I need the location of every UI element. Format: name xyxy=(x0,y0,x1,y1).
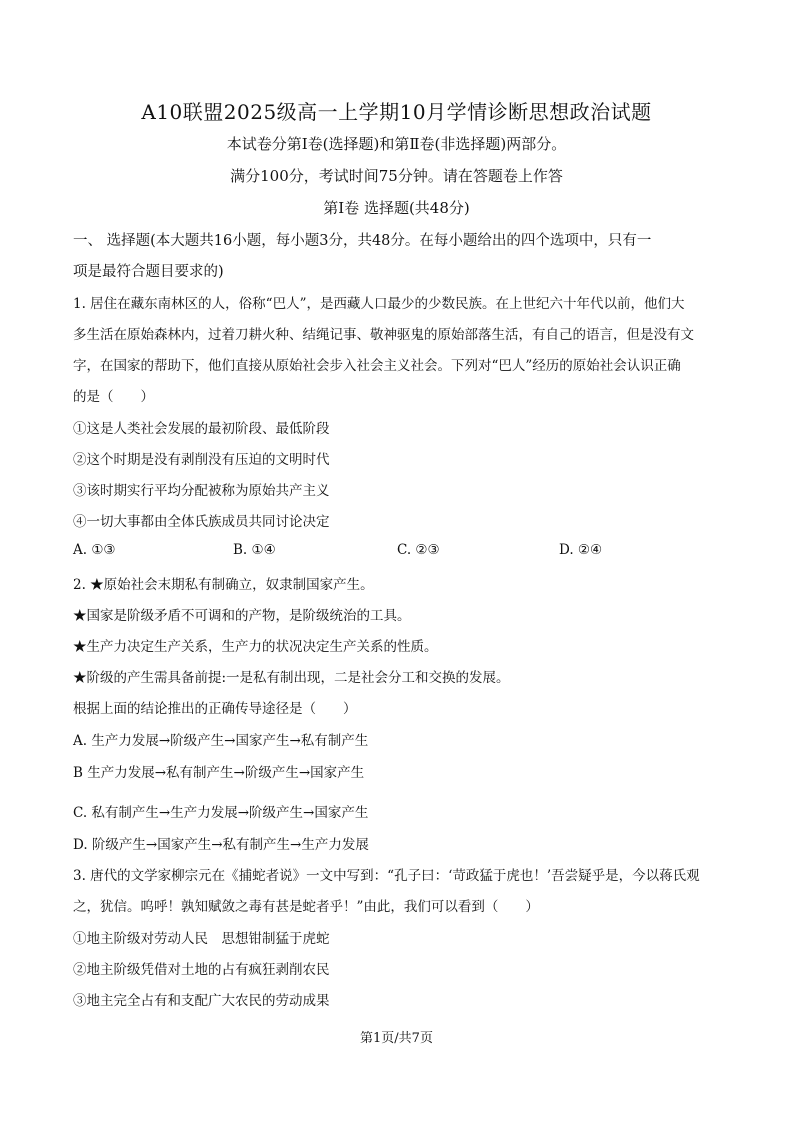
q2-option-a[interactable]: A. 生产力发展→阶级产生→国家产生→私有制产生 xyxy=(73,733,369,749)
q2-stem-line-1: 2. ★原始社会末期私有制确立，奴隶制国家产生。 xyxy=(73,577,374,593)
exam-title: A10联盟2025级高一上学期10月学情诊断思想政治试题 xyxy=(141,100,652,124)
page-number-footer: 第1页/共7页 xyxy=(360,1031,433,1046)
q1-item-4: ④一切大事都由全体氏族成员共同讨论决定 xyxy=(73,514,330,530)
q2-stem-line-4: ★阶级的产生需具备前提:一是私有制出现，二是社会分工和交换的发展。 xyxy=(73,670,510,686)
q1-stem-line-3: 字，在国家的帮助下，他们直接从原始社会步入社会主义社会。下列对“巴人”经历的原始社会认识正确 xyxy=(73,358,681,374)
q3-stem-line-2: 之，犹信。呜呼！孰知赋敛之毒有甚是蛇者乎！”由此，我们可以看到（ ） xyxy=(73,899,539,915)
q1-option-a[interactable]: A. ①③ xyxy=(73,542,116,558)
q1-item-1: ①这是人类社会发展的最初阶段、最低阶段 xyxy=(73,421,330,437)
q1-option-b[interactable]: B. ①④ xyxy=(233,542,276,558)
instructions-line-2: 项是最符合题目要求的) xyxy=(73,264,224,280)
q1-stem-line-1: 1. 居住在藏东南林区的人，俗称“巴人”，是西藏人口最少的少数民族。在上世纪六十年代以前，他们大 xyxy=(73,296,685,312)
q2-stem-line-2: ★国家是阶级矛盾不可调和的产物，是阶级统治的工具。 xyxy=(73,608,411,624)
q2-option-b[interactable]: B 生产力发展→私有制产生→阶级产生→国家产生 xyxy=(73,765,365,781)
q1-item-2: ②这个时期是没有剥削没有压迫的文明时代 xyxy=(73,452,330,468)
q2-option-d[interactable]: D. 阶级产生→国家产生→私有制产生→生产力发展 xyxy=(73,837,369,853)
instructions-line-1: 一、 选择题(本大题共16小题，每小题3分，共48分。在每小题给出的四个选项中，只有一 xyxy=(73,233,652,249)
q1-option-d[interactable]: D. ②④ xyxy=(559,542,603,558)
exam-note-parts: 本试卷分第Ⅰ卷(选择题)和第Ⅱ卷(非选择题)两部分。 xyxy=(226,135,567,153)
q2-stem-line-5: 根据上面的结论推出的正确传导途径是（ ） xyxy=(73,701,357,717)
q1-item-3: ③该时期实行平均分配被称为原始共产主义 xyxy=(73,483,330,499)
q2-option-c[interactable]: C. 私有制产生→生产力发展→阶级产生→国家产生 xyxy=(73,805,369,821)
section-heading: 第Ⅰ卷 选择题(共48分) xyxy=(323,199,470,217)
q3-stem-line-1: 3. 唐代的文学家柳宗元在《捕蛇者说》一文中写到：“孔子曰：‘苛政猛于虎也！’吾尝疑乎是，今以蒋氏观 xyxy=(73,868,700,884)
q2-stem-line-3: ★生产力决定生产关系，生产力的状况决定生产关系的性质。 xyxy=(73,639,438,655)
q1-stem-line-4: 的是（ ） xyxy=(73,389,154,405)
q1-stem-line-2: 多生活在原始森林内，过着刀耕火种、结绳记事、敬神驱鬼的原始部落生活，有自己的语言，但是没有文 xyxy=(73,327,694,343)
q3-item-2: ②地主阶级凭借对土地的占有疯狂剥削农民 xyxy=(73,962,330,978)
exam-note-score-time: 满分100分，考试时间75分钟。请在答题卷上作答 xyxy=(230,167,563,185)
q3-item-1: ①地主阶级对劳动人民 思想钳制猛于虎蛇 xyxy=(73,931,330,947)
q3-item-3: ③地主完全占有和支配广大农民的劳动成果 xyxy=(73,993,330,1009)
q1-option-c[interactable]: C. ②③ xyxy=(397,542,440,558)
